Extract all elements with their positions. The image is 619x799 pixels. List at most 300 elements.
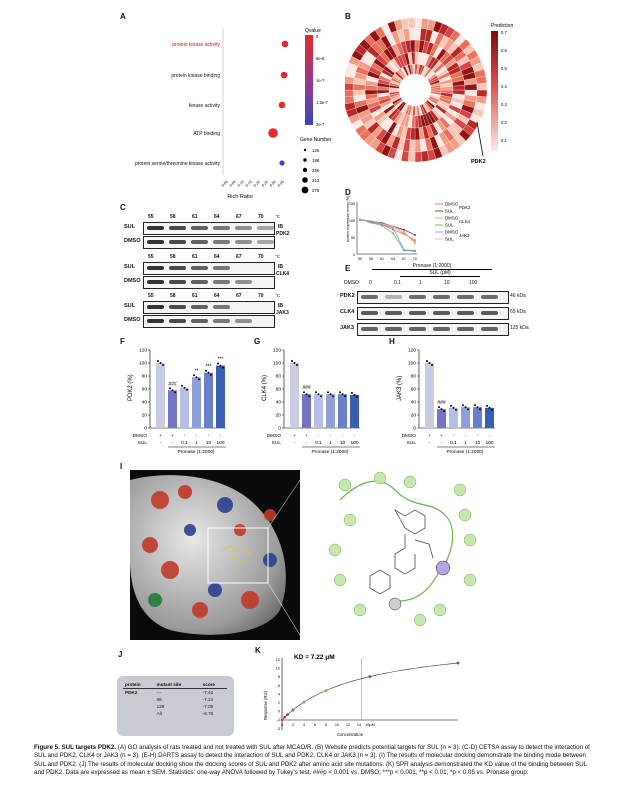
panel-d-label: D (345, 188, 351, 197)
bar (204, 373, 213, 428)
bar-ytick: 120 (272, 348, 281, 354)
panel-k-label: K (255, 646, 261, 655)
temperature-label: 55 (148, 254, 154, 260)
bar-point (462, 404, 464, 406)
protein-band (213, 226, 230, 230)
x-tick: 0.05 (228, 179, 237, 188)
ib-label: IB (278, 303, 283, 309)
qvalue-tick: 5e-8 (316, 56, 325, 61)
k-xtick: 14 (356, 723, 362, 727)
gene-number-dot (302, 177, 308, 183)
gene-number-tick: 375 (312, 188, 320, 193)
bar-point (160, 362, 162, 364)
bar-point (354, 394, 356, 396)
d-legend-name: DMSO (445, 201, 459, 207)
bar-point (330, 393, 332, 395)
bar-point (342, 393, 344, 395)
d-point (392, 232, 394, 234)
bar-point (308, 395, 310, 397)
table-cell: -7.42 (202, 690, 214, 695)
heat-cell (409, 28, 415, 40)
gene-number-tick: 313 (312, 178, 320, 183)
k-ylabel: Response (RU) (263, 691, 268, 720)
heat-cell (353, 90, 365, 96)
kda-label: 46 kDa (510, 293, 526, 299)
k-xtick: 8 (324, 723, 328, 727)
protein-band (169, 319, 186, 323)
protein-band (361, 295, 378, 299)
surface-patch (264, 509, 276, 521)
blot-row-label: DMSO (124, 317, 141, 323)
bar-point (426, 360, 428, 362)
pronase-label: Pronase (1:2000) (372, 263, 492, 270)
protein-band (169, 266, 186, 270)
bar (290, 363, 299, 428)
x-tick: 0.10 (236, 179, 245, 188)
bar-point (332, 395, 334, 397)
table-header: protein (123, 681, 155, 689)
heat-cell (415, 152, 422, 162)
panel-i-label: I (120, 462, 123, 471)
bar-point (486, 405, 488, 407)
d-ytick: 0 (353, 253, 355, 257)
bar-point (453, 407, 455, 409)
protein-band (385, 327, 402, 331)
dmso-row-value: - (353, 434, 356, 439)
go-dot (279, 160, 284, 165)
cetsa-line-chart (335, 194, 515, 264)
d-legend-group: CLK4 (459, 219, 470, 224)
dmso-row-label: DMSO (266, 434, 281, 439)
protein-band (481, 327, 498, 331)
temperature-label: 67 (236, 254, 242, 260)
gene-number-dot (303, 168, 307, 172)
temperature-label: 64 (214, 214, 220, 220)
bar-chart-pdk2 (120, 340, 255, 455)
dmso-row-value: + (305, 434, 308, 439)
qvalue-tick: 2e-7 (316, 122, 325, 127)
residue-node (414, 614, 426, 626)
lane-label: 10 (444, 280, 450, 286)
rich-ratio-label: Rich Ratio (227, 194, 253, 200)
bar (485, 408, 494, 428)
bar-point (157, 360, 159, 362)
bar-ytick: 0 (413, 426, 416, 432)
heat-cell (477, 90, 487, 97)
bar-point (315, 391, 317, 393)
temperature-label: 58 (170, 214, 176, 220)
qvalue-tick: 1.5e-7 (316, 100, 328, 105)
k-ytick: 12 (275, 658, 280, 662)
dmso-row-value: + (293, 434, 296, 439)
temperature-label: 61 (192, 254, 198, 260)
panel-a-label: A (120, 12, 126, 21)
target-label: PDK2 (276, 231, 290, 237)
bar (168, 390, 177, 428)
blot-row-label: DMSO (124, 238, 141, 244)
d-series-line (360, 219, 415, 242)
protein-band (257, 240, 274, 244)
sul-row-value: 0.1 (181, 441, 188, 446)
residue-node (344, 514, 356, 526)
k-xtick: 2 (291, 723, 295, 727)
k-ytick: 6 (277, 683, 280, 688)
temperature-label: 61 (192, 293, 198, 299)
bar-ytick: 80 (275, 374, 281, 380)
table-row (123, 689, 227, 697)
protein-band (481, 311, 498, 315)
temperature-unit: °C (275, 214, 281, 219)
lane-label: 1 (419, 280, 422, 286)
temperature-label: 70 (258, 214, 264, 220)
bar (302, 394, 311, 428)
x-tick: 0.35 (276, 179, 285, 188)
significance-mark: ### (168, 381, 177, 388)
blot-row-label: DMSO (124, 278, 141, 284)
protein-band (235, 319, 252, 323)
bar-point (441, 408, 443, 410)
dmso-row-value: - (207, 434, 210, 439)
go-dot (279, 102, 286, 109)
protein-band (169, 280, 186, 284)
dmso-row-value: + (428, 434, 431, 439)
bar-point (438, 406, 440, 408)
d-point (403, 231, 405, 233)
bar-point (174, 391, 176, 393)
dmso-row-label: DMSO (132, 434, 147, 439)
d-legend-name: SUL (445, 208, 454, 214)
dmso-row-value: - (476, 434, 479, 439)
prediction-tick: 0.4 (501, 84, 507, 89)
sul-row-value: - (428, 441, 431, 446)
protein-band (457, 327, 474, 331)
d-series-line (360, 219, 415, 243)
bar-ytick: 40 (275, 400, 281, 406)
d-ytick: 150 (349, 202, 355, 206)
d-xtick: 61 (380, 257, 384, 261)
surface-patch (241, 591, 259, 609)
bar-chart-clk4 (254, 340, 389, 455)
gene-number-tick: 250 (312, 168, 320, 173)
bar-point (450, 405, 452, 407)
ib-label: IB (278, 264, 283, 270)
protein-band (235, 240, 252, 244)
temperature-unit: °C (275, 254, 281, 259)
residue-node (464, 534, 476, 546)
table-row (123, 710, 227, 717)
bar-point (327, 391, 329, 393)
prediction-tick: 0.2 (501, 120, 507, 125)
temperature-label: 61 (192, 214, 198, 220)
bar-point (220, 365, 222, 367)
table-cell: --- (156, 690, 162, 695)
bar-point (491, 409, 493, 411)
spr-point (286, 713, 289, 716)
protein-band (457, 311, 474, 315)
protein-band (213, 305, 230, 309)
dmso-row-value: + (171, 434, 174, 439)
table-cell (123, 710, 155, 717)
go-term-label: protein kinase binding (171, 73, 220, 79)
blot-row-label: SUL (124, 303, 135, 309)
sul-row-value: 100 (350, 441, 359, 446)
bar-ytick: 120 (138, 348, 147, 354)
bar-ytick: 120 (407, 348, 416, 354)
protein-band (385, 311, 402, 315)
lane-label: 0 (369, 280, 372, 286)
d-ytick: 50 (351, 236, 355, 240)
bar-ytick: 0 (144, 426, 147, 432)
bar (350, 395, 359, 428)
residue-node (329, 544, 341, 556)
temperature-label: 67 (236, 293, 242, 299)
bar-point (294, 362, 296, 364)
gene-number-title: Gene Number (300, 137, 332, 143)
qvalue-title: Qvalue (305, 28, 321, 34)
blot-row-label: SUL (124, 224, 135, 230)
bar-ylabel: JAK3 (%) (397, 375, 403, 401)
bar (156, 363, 165, 428)
table-cell: -6.76 (202, 711, 214, 716)
table-cell (123, 703, 155, 710)
d-point (359, 218, 361, 220)
surface-patch (161, 561, 179, 579)
protein-band (433, 327, 450, 331)
dmso-row-value: - (329, 434, 332, 439)
protein-band (147, 226, 164, 230)
bar-ytick: 40 (410, 400, 416, 406)
residue-node (404, 476, 416, 488)
d-legend-name: SUL (445, 222, 454, 228)
temperature-label: 67 (236, 214, 242, 220)
x-tick: 0.00 (220, 179, 229, 188)
table-header: mutant site (155, 681, 201, 689)
go-dot (282, 41, 289, 48)
spr-point (281, 719, 284, 722)
bar-point (198, 378, 200, 380)
go-term-label: protein serine/threonine kinase activity (134, 161, 220, 167)
blot-row-label: CLK4 (340, 309, 355, 315)
d-xtick: 70 (413, 257, 417, 261)
protein-band (385, 295, 402, 299)
surface-patch (263, 553, 277, 567)
surface-patch (151, 491, 169, 509)
protein-band (169, 240, 186, 244)
bar-ytick: 60 (141, 387, 147, 393)
bar (216, 366, 225, 428)
temperature-label: 70 (258, 293, 264, 299)
sul-row-label: SUL (406, 441, 416, 446)
heat-cell (345, 90, 353, 97)
caption-title: Figure 5. SUL targets PDK2. (34, 744, 117, 751)
dmso-row-value: + (159, 434, 162, 439)
sul-row-label: SUL (271, 441, 281, 446)
d-ylabel: protein expression levels (%) (346, 195, 350, 242)
prediction-tick: 0.5 (501, 66, 507, 71)
circular-heatmap (345, 18, 545, 188)
spr-point (369, 675, 372, 678)
d-point (414, 243, 416, 245)
protein-band (361, 311, 378, 315)
sul-row-value: 100 (485, 441, 494, 446)
heat-cell (408, 18, 415, 28)
table-cell: -7.24 (202, 697, 214, 702)
temperature-label: 70 (258, 254, 264, 260)
bar-point (344, 395, 346, 397)
bar-point (306, 393, 308, 395)
d-xtick: 58 (369, 257, 373, 261)
residue-node (454, 484, 466, 496)
d-point (414, 250, 416, 252)
bar (192, 377, 201, 428)
significance-mark: ### (302, 385, 311, 392)
spr-point (325, 689, 328, 692)
residue-node (459, 509, 471, 521)
panel-c-label: C (120, 203, 126, 212)
bar-point (169, 387, 171, 389)
bar (437, 409, 446, 428)
residue-node (374, 472, 386, 484)
panel-g-label: G (254, 337, 261, 346)
d-point (392, 225, 394, 227)
kd-label: KD = 7.22 μM (294, 654, 335, 661)
x-tick: 0.25 (260, 179, 269, 188)
bar-ytick: 100 (272, 361, 281, 367)
lane-label: 0.1 (394, 280, 401, 286)
protein-band (481, 295, 498, 299)
panel-e-label: E (345, 264, 351, 273)
bar (338, 394, 347, 428)
bar-ytick: 80 (410, 374, 416, 380)
significance-mark: ** (194, 368, 199, 375)
surface-patch (192, 602, 208, 618)
protein-band (191, 319, 208, 323)
bar-point (193, 374, 195, 376)
bar-ytick: 20 (410, 413, 416, 419)
heat-cell (345, 83, 353, 90)
bar-ytick: 100 (138, 361, 147, 367)
target-label: CLK4 (276, 271, 290, 277)
bar-ytick: 100 (407, 361, 416, 367)
k-xtick: 0 (280, 723, 284, 727)
kda-label: 65 kDa (510, 309, 526, 315)
dmso-row-value: - (452, 434, 455, 439)
surface-patch (217, 497, 233, 513)
prediction-tick: 0.6 (501, 48, 507, 53)
heat-cell (408, 152, 415, 162)
dmso-row-value: + (440, 434, 443, 439)
gene-number-tick: 125 (312, 148, 320, 153)
heat-cell (415, 18, 422, 28)
table-cell: -7.09 (202, 704, 214, 709)
table-cell: 139 (156, 704, 165, 709)
bar-point (196, 376, 198, 378)
bar-point (429, 362, 431, 364)
bar-ytick: 60 (275, 387, 281, 393)
protein-band (409, 311, 426, 315)
caption-text: (A) GO analysis of rats treated and not treated with SUL after MCAO/R. (B) Website predicts potential targets for SUL (n = 3). (C-D) CETSA assay to detect the interaction of SUL and PDK2, CLK4 or JAK3 (n = 3). (E-H) DARTS assay to detect the interaction of SUL and PDK2, CLK4 or JAK3 (n = 3). (I) The results of molecular docking demonstrate the binding mode between SUL and PDK2. (J) The results of molecular docking show the docking scores of SUL and PDK2 after amino acid site mutations. (K) SPR analysis demonstrated the KD value of the binding between SUL and PDK2. Data are expressed as mean ± SEM. Statistics: one-way ANOVA followed by Tukey's test. ###p < 0.001 vs. DMSO; ***p < 0.001, **p < 0.01, *p < 0.05 vs. Pronase group. (34, 744, 590, 777)
d-point (381, 223, 383, 225)
bar-point (172, 389, 174, 391)
prediction-tick: 0.7 (501, 30, 507, 35)
sul-row-value: 100 (216, 441, 225, 446)
gene-number-dot (302, 187, 309, 194)
pronase-label: Pronase (1:2000) (177, 450, 215, 455)
temperature-label: 64 (214, 254, 220, 260)
blot-row-label: PDK2 (340, 293, 355, 299)
bar-point (489, 407, 491, 409)
protein-band (147, 266, 164, 270)
spr-point (292, 709, 295, 712)
bar (326, 394, 335, 428)
sul-row-value: - (293, 441, 296, 446)
residue-node (334, 574, 346, 586)
bar-ytick: 40 (141, 400, 147, 406)
lane-label: 100 (469, 280, 478, 286)
bar-ytick: 60 (410, 387, 416, 393)
d-xtick: 55 (358, 257, 362, 261)
bar-point (356, 396, 358, 398)
table-row (123, 703, 227, 710)
table-cell: PDK2 (125, 690, 138, 695)
pronase-label: Pronase (1:2000) (311, 450, 349, 455)
temperature-unit: °C (275, 293, 281, 298)
protein-band (213, 266, 230, 270)
bar-point (479, 408, 481, 410)
dmso-row-value: - (195, 434, 198, 439)
spr-point (303, 701, 306, 704)
k-ytick: 2 (277, 701, 280, 705)
table-cell (123, 696, 155, 703)
protein-band (433, 295, 450, 299)
go-dotplot (120, 20, 355, 210)
bar-point (431, 364, 433, 366)
pronase-label: Pronase (1:2000) (446, 450, 484, 455)
protein-band (213, 319, 230, 323)
heat-center (399, 74, 431, 106)
temperature-label: 64 (214, 293, 220, 299)
go-term-label: protein kinase activity (172, 42, 220, 48)
ib-label: IB (278, 224, 283, 230)
protein-band (409, 295, 426, 299)
heat-cell (477, 83, 487, 90)
target-label: JAK3 (276, 310, 289, 316)
k-ytick: 4 (277, 692, 280, 697)
protein-band (433, 311, 450, 315)
fit-curve (282, 663, 458, 720)
bar (449, 408, 458, 428)
surface-patch (178, 485, 192, 499)
spr-point (457, 662, 460, 665)
go-terms (135, 42, 221, 167)
bar-point (465, 406, 467, 408)
d-xtick: 67 (402, 257, 406, 261)
sul-row-value: 0.1 (450, 441, 457, 446)
surface-patch (184, 524, 196, 536)
residue-node (434, 604, 446, 616)
k-xlabel: Concentration (336, 732, 364, 737)
bar-point (443, 410, 445, 412)
table-cell: All (156, 711, 162, 716)
prediction-colorbar (491, 31, 498, 151)
docking-2d-interaction-diagram (320, 470, 490, 630)
heat-cell (415, 140, 421, 152)
residue-node (464, 574, 476, 586)
protein-band (191, 240, 208, 244)
protein-band (457, 295, 474, 299)
d-point (403, 229, 405, 231)
gene-number-tick: 188 (312, 158, 320, 163)
